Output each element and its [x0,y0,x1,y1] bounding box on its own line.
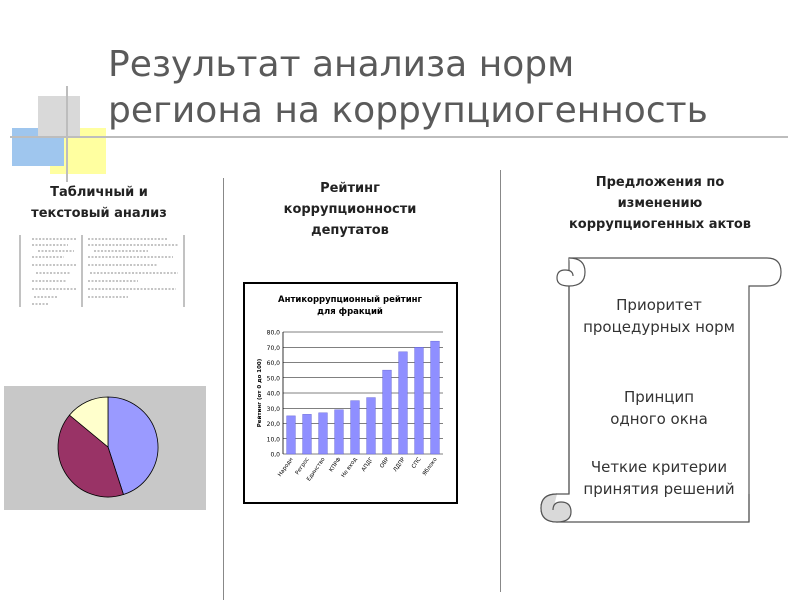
y-tick-label: 40,0 [266,390,280,398]
title-line: региона на коррупциогенность [108,90,708,131]
x-tick-label: Регрос [294,456,311,477]
bar [303,414,312,454]
y-tick-label: 10,0 [266,436,280,444]
decor-gray-square [38,96,80,136]
x-tick-label: Яблоко [421,456,439,478]
decor-gray-line-v [66,86,68,182]
y-axis-label: Рейтинг (от 0 до 100) [257,358,263,428]
chart-title: Антикоррупционный рейтинг [278,295,422,305]
x-tick-label: КПРФ [328,456,343,474]
title-line: Результат анализа норм [108,44,575,85]
proposal-procedural-norms: Приоритет процедурных норм [583,296,735,336]
chart-title: для фракций [317,307,383,317]
x-tick-label: Народн [277,456,295,478]
bar-chart [243,282,458,504]
bar [319,413,328,454]
column-divider [223,178,224,600]
bar [367,398,376,454]
x-tick-label: ОВР [379,456,391,470]
x-tick-label: Не вход [340,456,359,479]
column-divider [500,170,501,592]
y-tick-label: 30,0 [266,405,280,413]
x-tick-label: СПС [410,456,423,470]
pie-chart-thumbnail [4,386,206,510]
y-tick-label: 20,0 [266,421,280,428]
proposal-one-window: Принцип одного окна [610,388,708,428]
y-tick-label: 0,0 [270,451,280,459]
column-heading-table-analysis: Табличный и текстовый анализ [31,185,167,221]
slide-title [108,42,788,134]
bar [399,352,408,454]
bar [431,341,440,454]
y-tick-label: 60,0 [266,360,280,367]
bar [351,401,360,454]
bar [335,410,344,454]
proposal-clear-criteria: Четкие критерии принятия решений [583,458,735,498]
scroll-banner [535,250,785,530]
column-heading-deputies-rating: Рейтинг коррупционности депутатов [283,181,417,238]
y-tick-label: 50,0 [266,375,280,383]
bar [383,370,392,454]
decor-gray-line-h [10,136,788,138]
y-tick-label: 80,0 [266,329,280,337]
document-thumbnail [18,235,188,307]
x-tick-label: АПДГ [360,456,375,473]
bar [415,347,424,454]
x-tick-label: Единство [306,456,327,483]
x-tick-label: ЛДПР [392,456,407,474]
y-tick-label: 70,0 [266,344,280,352]
bar [287,416,296,454]
column-heading-proposals: Предложения по изменению коррупциогенных актов [568,175,752,232]
